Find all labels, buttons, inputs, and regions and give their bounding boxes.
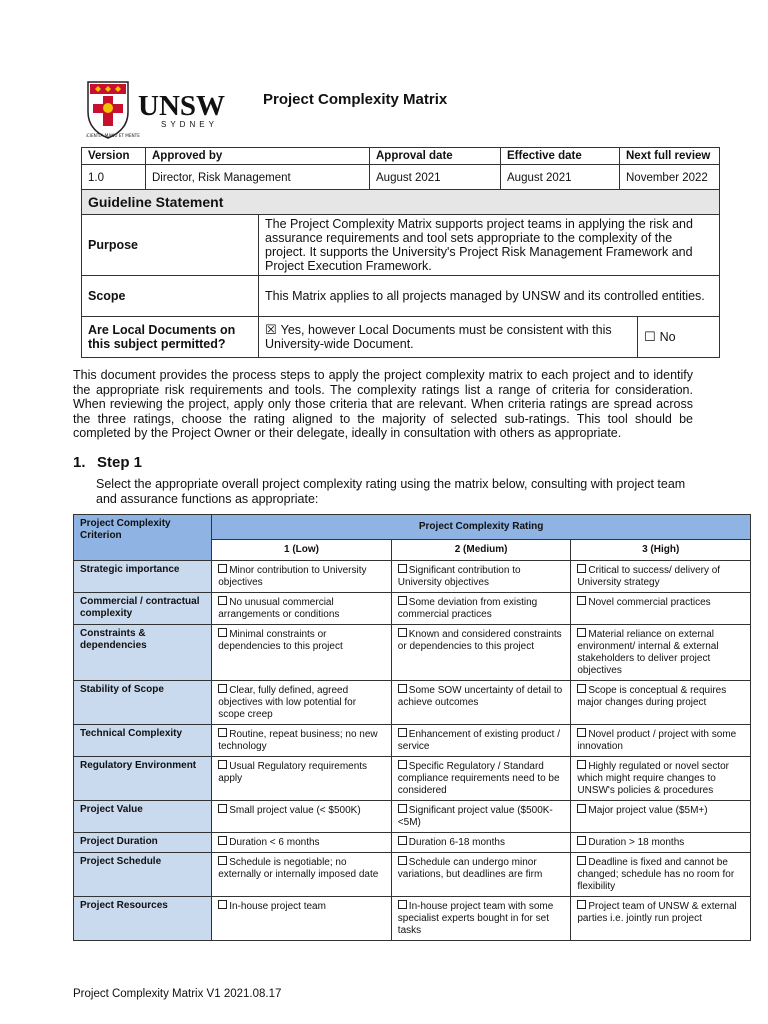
criterion-cell: Strategic importance bbox=[74, 561, 212, 593]
rating-cell-high bbox=[571, 561, 751, 593]
rating-cell-low bbox=[212, 561, 392, 593]
checkbox-icon[interactable] bbox=[398, 628, 407, 637]
approval-date-header: Approval date bbox=[370, 148, 501, 165]
rating-text: Enhancement of existing product / service bbox=[397, 729, 560, 752]
version-header: Version bbox=[82, 148, 146, 165]
checkbox-icon[interactable] bbox=[398, 760, 407, 769]
checkbox-icon[interactable] bbox=[577, 836, 586, 845]
rating-cell-low bbox=[212, 833, 392, 853]
rating-cell-medium bbox=[391, 561, 571, 593]
complexity-matrix bbox=[73, 514, 751, 941]
approved-by-header: Approved by bbox=[146, 148, 370, 165]
unsw-crest-icon bbox=[86, 80, 236, 140]
svg-text:SCIENTIA MANU ET MENTE: SCIENTIA MANU ET MENTE bbox=[86, 133, 140, 138]
rating-text: Some deviation from existing commercial practices bbox=[397, 597, 538, 620]
checkbox-icon[interactable] bbox=[218, 856, 227, 865]
rating-text: Duration 6-18 months bbox=[408, 837, 505, 848]
rating-text: Small project value (< $500K) bbox=[229, 805, 361, 816]
rating-cell-medium bbox=[391, 625, 571, 681]
checkbox-icon[interactable] bbox=[398, 804, 407, 813]
checkbox-icon[interactable] bbox=[398, 900, 407, 909]
checkbox-icon[interactable] bbox=[398, 728, 407, 737]
criterion-cell: Technical Complexity bbox=[74, 725, 212, 757]
checkbox-icon[interactable] bbox=[218, 760, 227, 769]
rating-text: Schedule can undergo minor variations, but deadlines are firm bbox=[397, 857, 543, 880]
rating-text: Critical to success/ delivery of University strategy bbox=[577, 565, 721, 588]
local-docs-label: Are Local Documents on this subject permitted? bbox=[82, 317, 259, 358]
step-1-text: Select the appropriate overall project complexity rating using the matrix below, consulting with project team and assurance functions as appropriate: bbox=[96, 477, 686, 506]
matrix-row bbox=[74, 853, 751, 897]
rating-text: Highly regulated or novel sector which might require changes to UNSW's policies & procedures bbox=[577, 761, 730, 796]
checkbox-icon[interactable] bbox=[218, 900, 227, 909]
rating-header: Project Complexity Rating bbox=[212, 515, 751, 540]
checkbox-icon[interactable] bbox=[577, 804, 586, 813]
footer-text: Project Complexity Matrix V1 2021.08.17 bbox=[73, 988, 282, 1000]
rating-cell-medium bbox=[391, 757, 571, 801]
rating-text: Known and considered constraints or dependencies to this project bbox=[397, 629, 562, 652]
rating-cell-low bbox=[212, 681, 392, 725]
rating-text: Duration > 18 months bbox=[588, 837, 685, 848]
checkbox-icon[interactable] bbox=[577, 856, 586, 865]
intro-paragraph: This document provides the process steps to apply the project complexity matrix to each project and to identify the appropriate risk requirements and tools. The complexity ratings list a range of criteria for consideration. When reviewing the project, apply only those criteria that are relevant. When criteria ratings are spread across the three ratings, choose the rating aligned to the majority of selected sub-ratings. This tool should be completed by the Project Owner or their delegate, ideally in consultation with others as appropriate. bbox=[73, 368, 693, 441]
local-docs-no bbox=[638, 317, 720, 358]
matrix-row bbox=[74, 757, 751, 801]
rating-cell-low bbox=[212, 853, 392, 897]
scope-text: This Matrix applies to all projects managed by UNSW and its controlled entities. bbox=[259, 276, 720, 317]
level-high-header: 3 (High) bbox=[571, 540, 751, 561]
local-docs-no-text: No bbox=[659, 330, 676, 344]
checkbox-icon[interactable] bbox=[398, 856, 407, 865]
rating-cell-low bbox=[212, 757, 392, 801]
rating-text: Clear, fully defined, agreed objectives with low potential for scope creep bbox=[218, 685, 357, 720]
rating-text: Significant contribution to University objectives bbox=[397, 565, 521, 588]
rating-text: In-house project team bbox=[229, 901, 326, 912]
rating-text: Major project value ($5M+) bbox=[588, 805, 708, 816]
rating-text: Specific Regulatory / Standard compliance requirements need to be considered bbox=[397, 761, 560, 796]
rating-cell-medium bbox=[391, 801, 571, 833]
matrix-row bbox=[74, 801, 751, 833]
rating-cell-low bbox=[212, 801, 392, 833]
checkbox-icon[interactable] bbox=[398, 836, 407, 845]
rating-cell-low bbox=[212, 625, 392, 681]
rating-text: Schedule is negotiable; no externally or internally imposed date bbox=[218, 857, 379, 880]
rating-text: No unusual commercial arrangements or conditions bbox=[218, 597, 340, 620]
criterion-cell: Project Value bbox=[74, 801, 212, 833]
criterion-cell: Project Resources bbox=[74, 897, 212, 941]
level-medium-header: 2 (Medium) bbox=[391, 540, 571, 561]
criterion-cell: Commercial / contractual complexity bbox=[74, 593, 212, 625]
rating-cell-high bbox=[571, 625, 751, 681]
rating-cell-high bbox=[571, 593, 751, 625]
rating-text: Minimal constraints or dependencies to this project bbox=[218, 629, 343, 652]
rating-text: In-house project team with some specialist experts bought in for set tasks bbox=[397, 901, 554, 936]
rating-cell-high bbox=[571, 897, 751, 941]
criterion-header: Project Complexity Criterion bbox=[74, 515, 212, 561]
checkbox-icon[interactable] bbox=[218, 596, 227, 605]
rating-cell-medium bbox=[391, 593, 571, 625]
rating-cell-low bbox=[212, 725, 392, 757]
svg-text:UNSW: UNSW bbox=[138, 90, 226, 122]
criterion-cell: Regulatory Environment bbox=[74, 757, 212, 801]
checkbox-icon[interactable] bbox=[398, 596, 407, 605]
checked-box-icon[interactable]: ☒ bbox=[265, 322, 277, 337]
rating-cell-medium bbox=[391, 833, 571, 853]
rating-cell-high bbox=[571, 801, 751, 833]
version-table bbox=[81, 147, 720, 192]
rating-cell-low bbox=[212, 897, 392, 941]
rating-cell-medium bbox=[391, 725, 571, 757]
document-title: Project Complexity Matrix bbox=[263, 91, 448, 108]
criterion-cell: Project Duration bbox=[74, 833, 212, 853]
checkbox-icon[interactable] bbox=[398, 564, 407, 573]
matrix-row bbox=[74, 681, 751, 725]
purpose-label: Purpose bbox=[82, 215, 259, 276]
checkbox-icon[interactable] bbox=[577, 596, 586, 605]
rating-text: Project team of UNSW & external parties i.e. jointly run project bbox=[577, 901, 737, 924]
matrix-row bbox=[74, 561, 751, 593]
approved-by-value: Director, Risk Management bbox=[146, 165, 370, 192]
version-value: 1.0 bbox=[82, 165, 146, 192]
rating-text: Some SOW uncertainty of detail to achieve outcomes bbox=[397, 685, 563, 708]
rating-cell-medium bbox=[391, 853, 571, 897]
purpose-text: The Project Complexity Matrix supports project teams in applying the risk and assurance requirements and tool sets appropriate to the complexity of the project. It supports the University's Project Risk Management Framework and Project Execution Framework. bbox=[259, 215, 720, 276]
checkbox-icon[interactable] bbox=[218, 804, 227, 813]
matrix-row bbox=[74, 725, 751, 757]
local-docs-yes bbox=[259, 317, 638, 358]
rating-text: Scope is conceptual & requires major changes during project bbox=[577, 685, 727, 708]
rating-text: Deadline is fixed and cannot be changed; schedule has no room for flexibility bbox=[577, 857, 735, 892]
checkbox-icon[interactable] bbox=[577, 684, 586, 693]
next-review-header: Next full review bbox=[620, 148, 720, 165]
rating-text: Minor contribution to University objectives bbox=[218, 565, 367, 588]
checkbox-icon[interactable] bbox=[577, 760, 586, 769]
rating-text: Usual Regulatory requirements apply bbox=[218, 761, 368, 784]
approval-date-value: August 2021 bbox=[370, 165, 501, 192]
rating-cell-high bbox=[571, 757, 751, 801]
unsw-logo bbox=[86, 80, 236, 140]
rating-cell-low bbox=[212, 593, 392, 625]
rating-cell-high bbox=[571, 725, 751, 757]
rating-text: Significant project value ($500K-<5M) bbox=[397, 805, 553, 828]
criterion-cell: Constraints & dependencies bbox=[74, 625, 212, 681]
rating-cell-high bbox=[571, 853, 751, 897]
criterion-cell: Project Schedule bbox=[74, 853, 212, 897]
guideline-heading: Guideline Statement bbox=[82, 190, 720, 215]
step-1-heading bbox=[73, 454, 142, 471]
effective-date-value: August 2021 bbox=[501, 165, 620, 192]
criterion-cell: Stability of Scope bbox=[74, 681, 212, 725]
rating-cell-high bbox=[571, 833, 751, 853]
checkbox-icon[interactable] bbox=[398, 684, 407, 693]
next-review-value: November 2022 bbox=[620, 165, 720, 192]
rating-text: Material reliance on external environment/ internal & external stakeholders to deliver project objectives bbox=[577, 629, 719, 676]
checkbox-icon[interactable] bbox=[218, 728, 227, 737]
rating-text: Novel commercial practices bbox=[588, 597, 711, 608]
local-docs-yes-text: Yes, however Local Documents must be consistent with this University-wide Document. bbox=[265, 323, 612, 351]
svg-text:SYDNEY: SYDNEY bbox=[161, 120, 218, 129]
step-1-title: Step 1 bbox=[97, 454, 143, 471]
checkbox-icon[interactable] bbox=[218, 684, 227, 693]
guideline-table bbox=[81, 189, 720, 358]
rating-cell-medium bbox=[391, 897, 571, 941]
checkbox-icon[interactable] bbox=[577, 900, 586, 909]
rating-cell-medium bbox=[391, 681, 571, 725]
step-1-number: 1. bbox=[73, 454, 86, 471]
checkbox-icon[interactable] bbox=[218, 564, 227, 573]
effective-date-header: Effective date bbox=[501, 148, 620, 165]
matrix-row bbox=[74, 625, 751, 681]
matrix-row bbox=[74, 833, 751, 853]
scope-label: Scope bbox=[82, 276, 259, 317]
checkbox-icon[interactable] bbox=[577, 628, 586, 637]
checkbox-icon[interactable] bbox=[218, 628, 227, 637]
matrix-row bbox=[74, 593, 751, 625]
rating-cell-high bbox=[571, 681, 751, 725]
matrix-row bbox=[74, 897, 751, 941]
checkbox-icon[interactable] bbox=[577, 728, 586, 737]
level-low-header: 1 (Low) bbox=[212, 540, 392, 561]
matrix-body bbox=[74, 561, 751, 941]
checkbox-icon[interactable] bbox=[577, 564, 586, 573]
unchecked-box-icon[interactable]: ☐ bbox=[644, 329, 656, 344]
rating-text: Duration < 6 months bbox=[229, 837, 320, 848]
rating-text: Novel product / project with some innovation bbox=[577, 729, 737, 752]
checkbox-icon[interactable] bbox=[218, 836, 227, 845]
rating-text: Routine, repeat business; no new technology bbox=[218, 729, 378, 752]
